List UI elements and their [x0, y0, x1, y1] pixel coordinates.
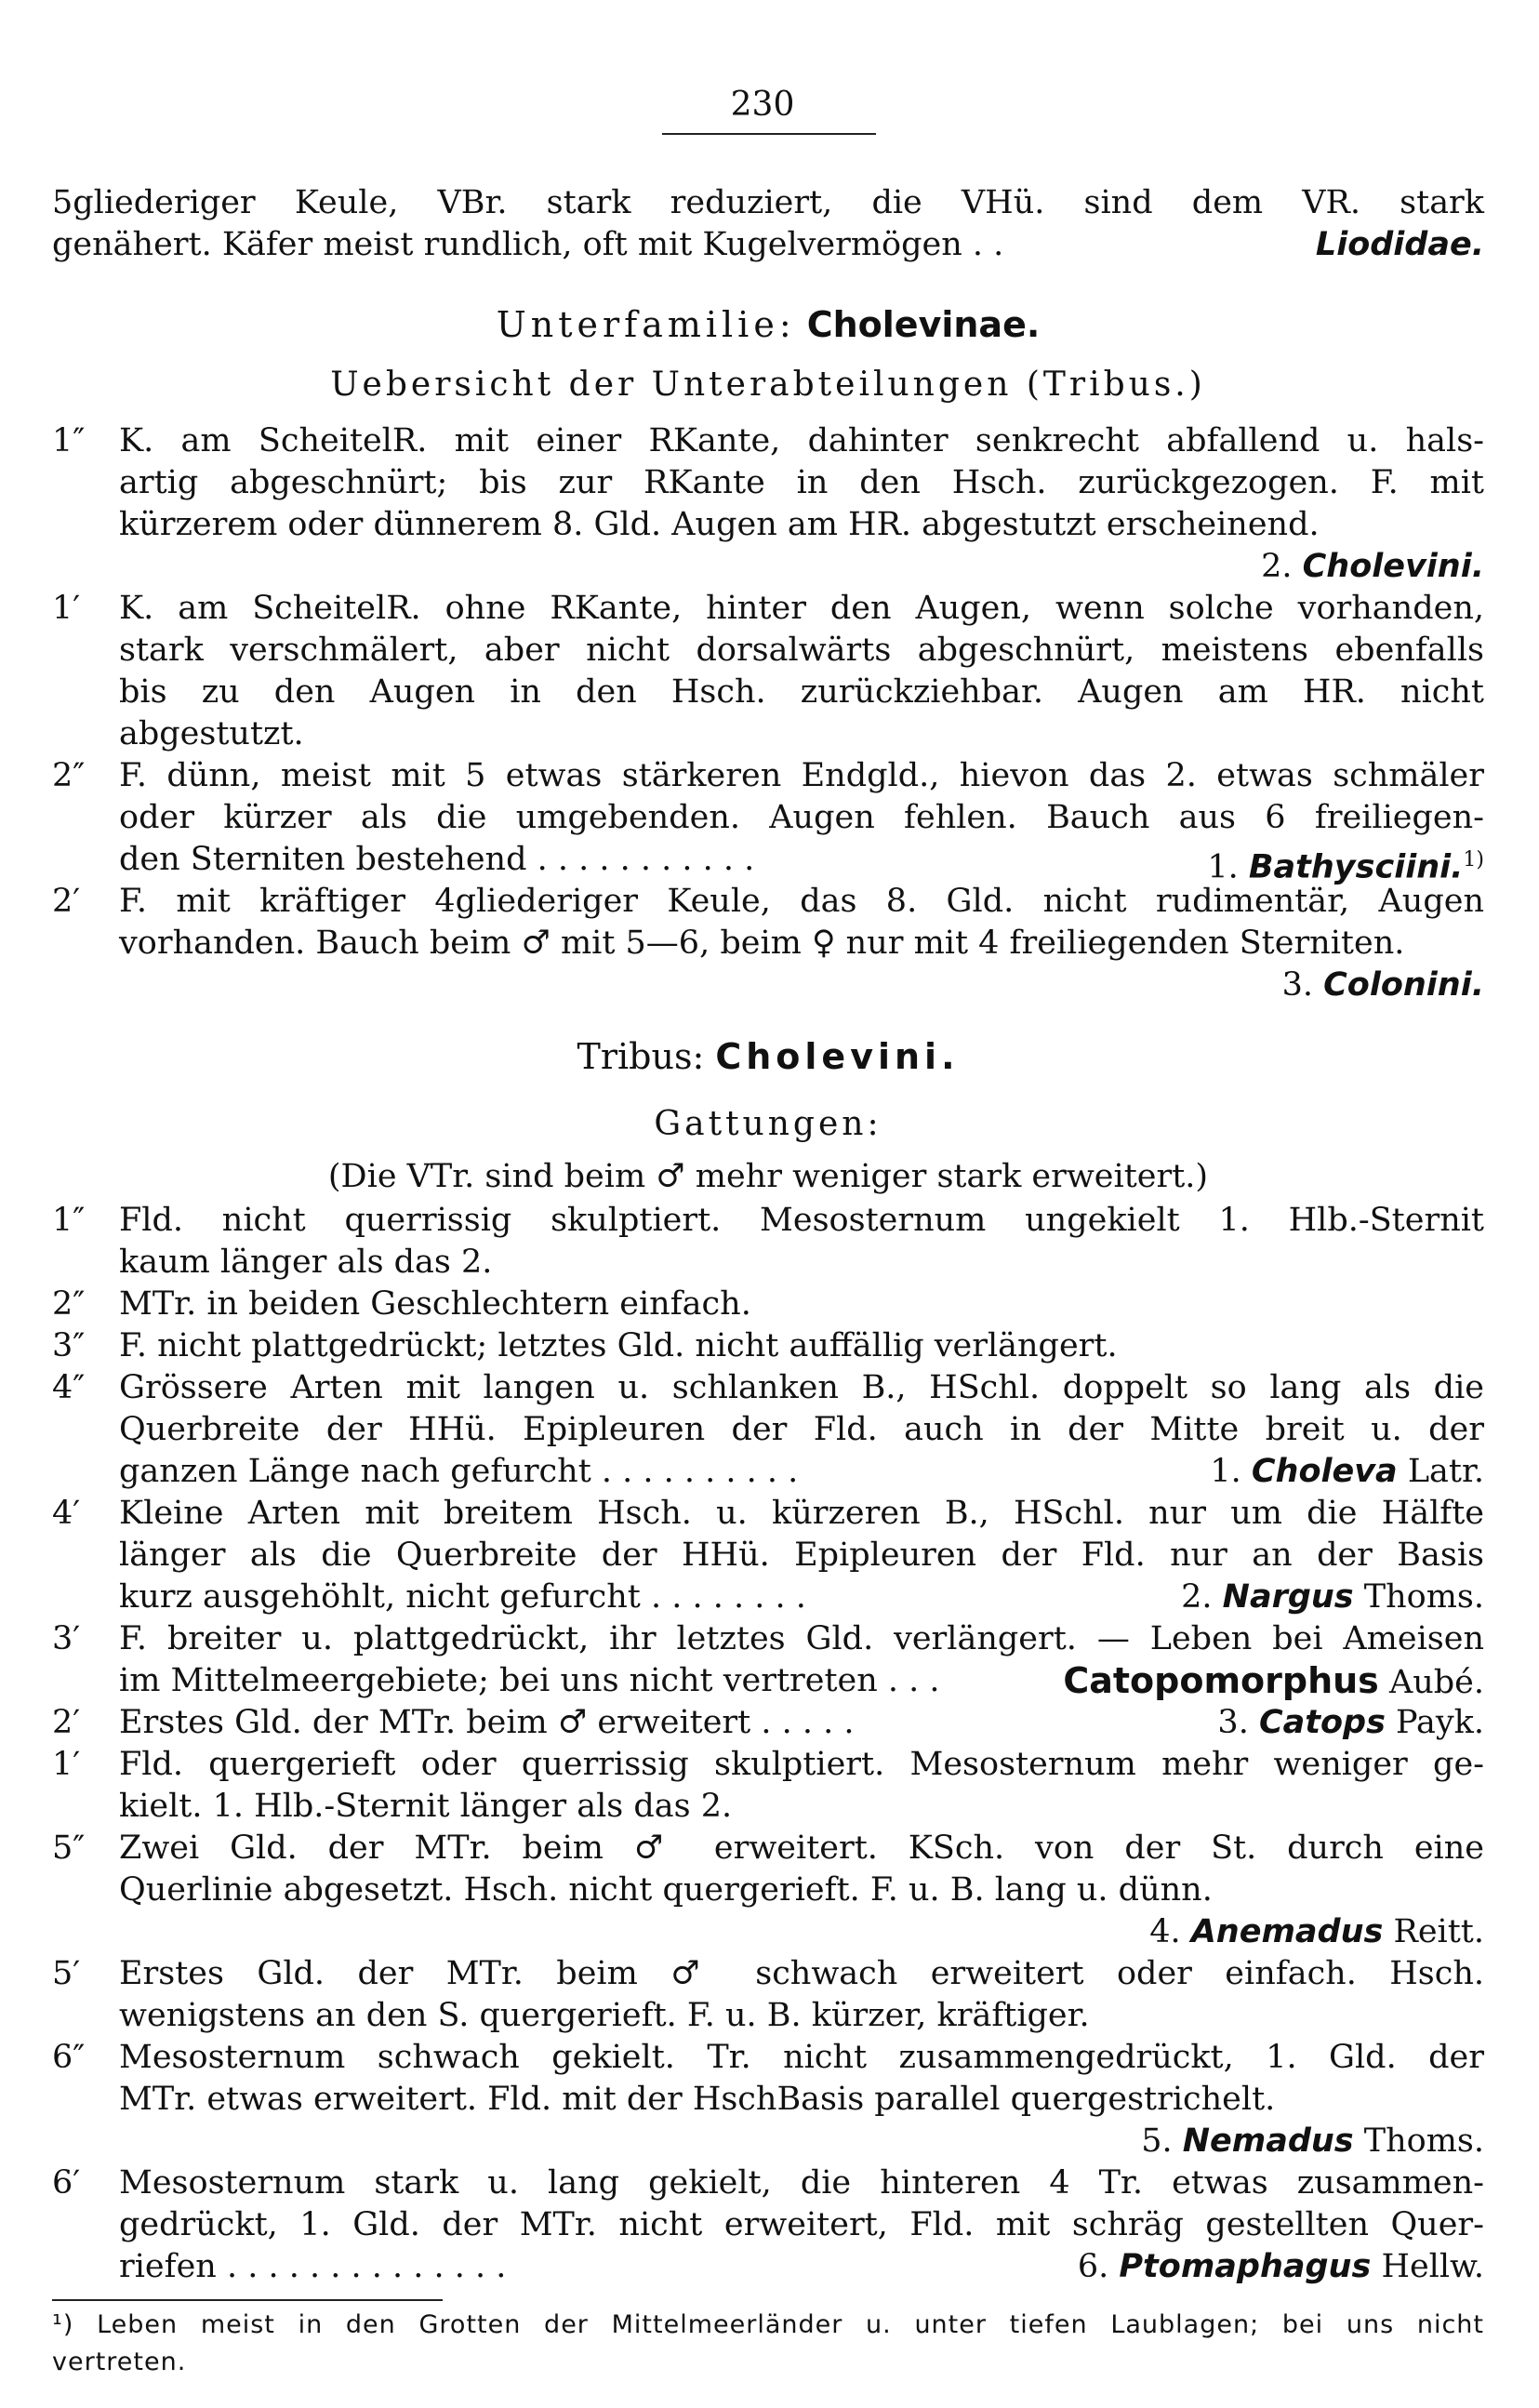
genus-entry: [52, 1702, 1484, 1744]
genus-line: [52, 1953, 1484, 1995]
tribus-line-text: vorhanden. Bauch beim ♂ mit 5—6, beim ♀ nur mit 4 freiliegenden Sterniten.: [119, 925, 1405, 962]
genus-line: [52, 2204, 1484, 2246]
tribus-key-label: 2″: [52, 757, 86, 794]
genus-key-label: 4″: [52, 1369, 86, 1406]
footnote-line-1: ¹) Leben meist in den Grotten der Mittelmeerländer u. unter tiefen Laublagen; bei uns nicht: [52, 2310, 1484, 2339]
tribus-taxon-name: Bathysciini.: [1248, 848, 1464, 886]
genus-entry: [52, 1200, 1484, 1284]
tribus-line-text: kürzerem oder dünnerem 8. Gld. Augen am HR. abgestutzt erscheinend.: [119, 506, 1320, 543]
tribus-line-text: den Sterniten bestehend . . . . . . . . . . .: [119, 841, 755, 878]
genus-key-label: 6′: [52, 2164, 81, 2202]
tribus-result-line: [52, 546, 1484, 588]
genus-taxon-name: Nargus: [1222, 1578, 1354, 1616]
tribus-result-line: [52, 965, 1484, 1006]
tribus-result-number: 1.: [1207, 848, 1249, 886]
tribus-line: [52, 672, 1484, 713]
tribus-result-number: 3.: [1281, 966, 1324, 1004]
tribus-heading: [52, 1032, 1484, 1081]
genus-line-text: Kleine Arten mit breitem Hsch. u. kürzeren B., HSchl. nur um die Hälfte: [119, 1495, 1484, 1532]
tribus-line: [52, 797, 1484, 839]
tribus-taxon-name: Cholevini.: [1302, 548, 1484, 585]
genus-entry: [52, 2037, 1484, 2162]
genus-line: [52, 2162, 1484, 2204]
tribus-line: [52, 588, 1484, 630]
genus-line: [52, 1786, 1484, 1828]
tribus-line-text: abgestutzt.: [119, 715, 304, 752]
genus-result: [1063, 1660, 1484, 1702]
tribus-line: [52, 881, 1484, 923]
genus-taxon-name: Catopomorphus: [1063, 1660, 1379, 1701]
tribus-line-text: stark verschmälert, aber nicht dorsalwärts abgeschnürt, meistens ebenfalls: [119, 632, 1484, 669]
genera-title: Gattungen:: [654, 1105, 882, 1143]
genus-line-text: kielt. 1. Hlb.-Sternit länger als das 2.: [119, 1788, 733, 1825]
tribus-key-label: 2′: [52, 883, 81, 920]
tribus-result-number: 2.: [1261, 548, 1303, 585]
genus-author: Thoms.: [1353, 1578, 1484, 1616]
genus-result-line: [52, 2121, 1484, 2162]
tribus-key-label: 1′: [52, 590, 81, 627]
genus-line-text: Mesosternum schwach gekielt. Tr. nicht zusammengedrückt, 1. Gld. der: [119, 2039, 1484, 2076]
genus-taxon-name: Anemadus: [1190, 1913, 1384, 1950]
genus-line: [52, 1409, 1484, 1451]
genus-entry: [52, 1284, 1484, 1325]
tribus-line-text: artig abgeschnürt; bis zur RKante in den Hsch. zurückgezogen. F. mit: [119, 464, 1484, 501]
intro-block: [52, 182, 1484, 266]
tribus-footnote-ref: 1): [1463, 848, 1484, 871]
tribus-result-line: [52, 839, 1484, 886]
genera-key: [52, 1200, 1484, 2288]
genus-key-label: 3″: [52, 1327, 86, 1364]
genus-result: [1181, 1577, 1484, 1618]
subfamily-heading: [52, 300, 1484, 349]
tribus-line: [52, 462, 1484, 504]
genus-line-text: wenigstens an den S. quergerieft. F. u. B. kürzer, kräftiger.: [119, 1997, 1090, 2034]
genus-author: Hellw.: [1371, 2248, 1484, 2285]
genus-line: [52, 1367, 1484, 1409]
genus-entry: [52, 1953, 1484, 2037]
genus-line-text: Erstes Gld. der MTr. beim ♂ schwach erweitert oder einfach. Hsch.: [119, 1955, 1484, 1992]
genus-line: [52, 2037, 1484, 2079]
genus-key-label: 2″: [52, 1285, 86, 1323]
genus-result-number: 3.: [1217, 1704, 1259, 1741]
genus-line-text: Zwei Gld. der MTr. beim ♂ erweitert. KSch. von der St. durch eine: [119, 1829, 1484, 1867]
genus-result: [1078, 2246, 1484, 2288]
genus-entry: [52, 1828, 1484, 1953]
genera-note: (Die VTr. sind beim ♂ mehr weniger stark erweitert.): [327, 1158, 1209, 1195]
genus-line-text: ganzen Länge nach gefurcht . . . . . . . . . .: [119, 1453, 799, 1490]
genus-key-label: 2′: [52, 1704, 81, 1741]
intro-line-2-text: genähert. Käfer meist rundlich, oft mit Kugelvermögen . .: [52, 226, 1004, 263]
genus-line-text: Querlinie abgesetzt. Hsch. nicht quergerieft. F. u. B. lang u. dünn.: [119, 1871, 1213, 1909]
genus-author: Aubé.: [1378, 1664, 1484, 1701]
genus-key-label: 1″: [52, 1202, 86, 1239]
genus-line: [52, 1535, 1484, 1577]
tribus-label: Tribus:: [577, 1036, 705, 1077]
tribus-line-text: K. am ScheitelR. ohne RKante, hinter den Augen, wenn solche vorhanden,: [119, 590, 1484, 627]
tribus-key: [52, 420, 1484, 1006]
genus-entry: [52, 1744, 1484, 1828]
subfamily-name: Cholevinae.: [806, 304, 1041, 345]
genus-result-line: [52, 1911, 1484, 1953]
genus-result-number: 4.: [1149, 1913, 1191, 1950]
genus-result-line: [52, 1660, 1484, 1702]
page-number: 230: [730, 86, 795, 124]
genus-key-label: 4′: [52, 1495, 81, 1532]
tribus-taxon-name: Colonini.: [1323, 966, 1484, 1004]
genus-entry: [52, 1618, 1484, 1702]
genus-taxon-name: Ptomaphagus: [1119, 2248, 1372, 2285]
genus-taxon-name: Nemadus: [1182, 2122, 1354, 2160]
tribus-entry: [52, 588, 1484, 755]
genus-line-text: gedrückt, 1. Gld. der MTr. nicht erweitert, Fld. mit schräg gestellten Quer-: [119, 2206, 1484, 2243]
genus-key-label: 5′: [52, 1955, 81, 1992]
overview-title: Uebersicht der Unterabteilungen (Tribus.): [330, 366, 1206, 404]
genus-result-number: 6.: [1077, 2248, 1120, 2285]
genus-author: Thoms.: [1353, 2122, 1484, 2160]
genus-line-text: Erstes Gld. der MTr. beim ♂ erweitert . . . . .: [119, 1704, 855, 1741]
genus-line-text: Grössere Arten mit langen u. schlanken B., HSchl. doppelt so lang als die: [119, 1369, 1484, 1406]
tribus-line-text: oder kürzer als die umgebenden. Augen fehlen. Bauch aus 6 freiliegen-: [119, 799, 1484, 836]
genus-key-label: 6″: [52, 2039, 86, 2076]
genus-line-text: Querbreite der HHü. Epipleuren der Fld. auch in der Mitte breit u. der: [119, 1411, 1484, 1448]
genus-author: Payk.: [1385, 1704, 1484, 1741]
tribus-line: [52, 923, 1484, 965]
genus-line-text: Fld. nicht querrissig skulptiert. Mesosternum ungekielt 1. Hlb.-Sternit: [119, 1202, 1484, 1239]
subfamily-label: Unterfamilie:: [496, 304, 796, 345]
footnote-line-2: vertreten.: [52, 2348, 187, 2376]
tribus-entry: [52, 881, 1484, 1006]
genus-key-label: 5″: [52, 1829, 86, 1867]
genus-line: [52, 1242, 1484, 1284]
tribus-result: [1207, 839, 1484, 886]
genus-line: [52, 1869, 1484, 1911]
genus-author: Latr.: [1397, 1453, 1484, 1490]
genus-line-text: kurz ausgehöhlt, nicht gefurcht . . . . . . . .: [119, 1578, 806, 1616]
genus-result-line: [52, 1702, 1484, 1744]
genus-key-label: 3′: [52, 1620, 81, 1657]
genus-author: Reitt.: [1383, 1913, 1484, 1950]
tribus-name: Cholevini.: [715, 1036, 960, 1077]
intro-line-2: [52, 224, 1484, 266]
genus-line: [52, 1200, 1484, 1242]
genus-line-text: F. nicht plattgedrückt; letztes Gld. nicht auffällig verlängert.: [119, 1327, 1118, 1364]
footnote-rule: [52, 2299, 443, 2301]
genus-result: [1217, 1702, 1484, 1744]
genus-line-text: F. breiter u. plattgedrückt, ihr letztes Gld. verlängert. — Leben bei Ameisen: [119, 1620, 1484, 1657]
page-number-rule: [662, 133, 876, 135]
genus-entry: [52, 1325, 1484, 1367]
genus-taxon-name: Catops: [1258, 1704, 1386, 1741]
genus-line: [52, 1284, 1484, 1325]
genus-result-number: 1.: [1210, 1453, 1252, 1490]
genus-line-text: Fld. quergerieft oder querrissig skulptiert. Mesosternum mehr weniger ge-: [119, 1746, 1484, 1783]
genus-result-number: 2.: [1181, 1578, 1223, 1616]
tribus-entry: [52, 755, 1484, 886]
genus-entry: [52, 1493, 1484, 1618]
genus-result-line: [52, 1577, 1484, 1618]
genus-result-line: [52, 2246, 1484, 2288]
footnote: [52, 2307, 1484, 2381]
genus-entry: [52, 2162, 1484, 2288]
genus-result-number: 5.: [1141, 2122, 1183, 2160]
genus-line-text: im Mittelmeergebiete; bei uns nicht vertreten . . .: [119, 1662, 940, 1699]
tribus-line-text: K. am ScheitelR. mit einer RKante, dahinter senkrecht abfallend u. hals-: [119, 422, 1484, 459]
tribus-line: [52, 420, 1484, 462]
genus-line-text: riefen . . . . . . . . . . . . . .: [119, 2248, 507, 2285]
tribus-line: [52, 630, 1484, 672]
genus-line: [52, 2079, 1484, 2121]
family-name: Liodidae.: [1315, 226, 1484, 263]
tribus-line: [52, 713, 1484, 755]
genus-entry: [52, 1367, 1484, 1493]
genus-line: [52, 1828, 1484, 1869]
genus-taxon-name: Choleva: [1251, 1453, 1398, 1490]
genus-result-line: [52, 1451, 1484, 1493]
genus-line-text: Mesosternum stark u. lang gekielt, die hinteren 4 Tr. etwas zusammen-: [119, 2164, 1484, 2202]
genus-key-label: 1′: [52, 1746, 81, 1783]
tribus-line-text: F. dünn, meist mit 5 etwas stärkeren Endgld., hievon das 2. etwas schmäler: [119, 757, 1484, 794]
genus-line-text: kaum länger als das 2.: [119, 1244, 493, 1281]
genus-line: [52, 1493, 1484, 1535]
tribus-line: [52, 504, 1484, 546]
genus-line: [52, 1325, 1484, 1367]
tribus-line-text: F. mit kräftiger 4gliederiger Keule, das 8. Gld. nicht rudimentär, Augen: [119, 883, 1484, 920]
intro-line-1: 5gliederiger Keule, VBr. stark reduziert, die VHü. sind dem VR. stark: [52, 184, 1484, 221]
tribus-key-label: 1″: [52, 422, 86, 459]
tribus-entry: [52, 420, 1484, 588]
genus-line: [52, 1995, 1484, 2037]
tribus-line-text: bis zu den Augen in den Hsch. zurückziehbar. Augen am HR. nicht: [119, 673, 1484, 711]
genus-line-text: MTr. etwas erweitert. Fld. mit der HschBasis parallel quergestrichelt.: [119, 2081, 1276, 2118]
genus-line: [52, 1618, 1484, 1660]
genus-line-text: länger als die Querbreite der HHü. Epipleuren der Fld. nur an der Basis: [119, 1537, 1484, 1574]
genus-result: [1210, 1451, 1484, 1493]
genus-line-text: MTr. in beiden Geschlechtern einfach.: [119, 1285, 751, 1323]
tribus-line: [52, 755, 1484, 797]
genus-line: [52, 1744, 1484, 1786]
